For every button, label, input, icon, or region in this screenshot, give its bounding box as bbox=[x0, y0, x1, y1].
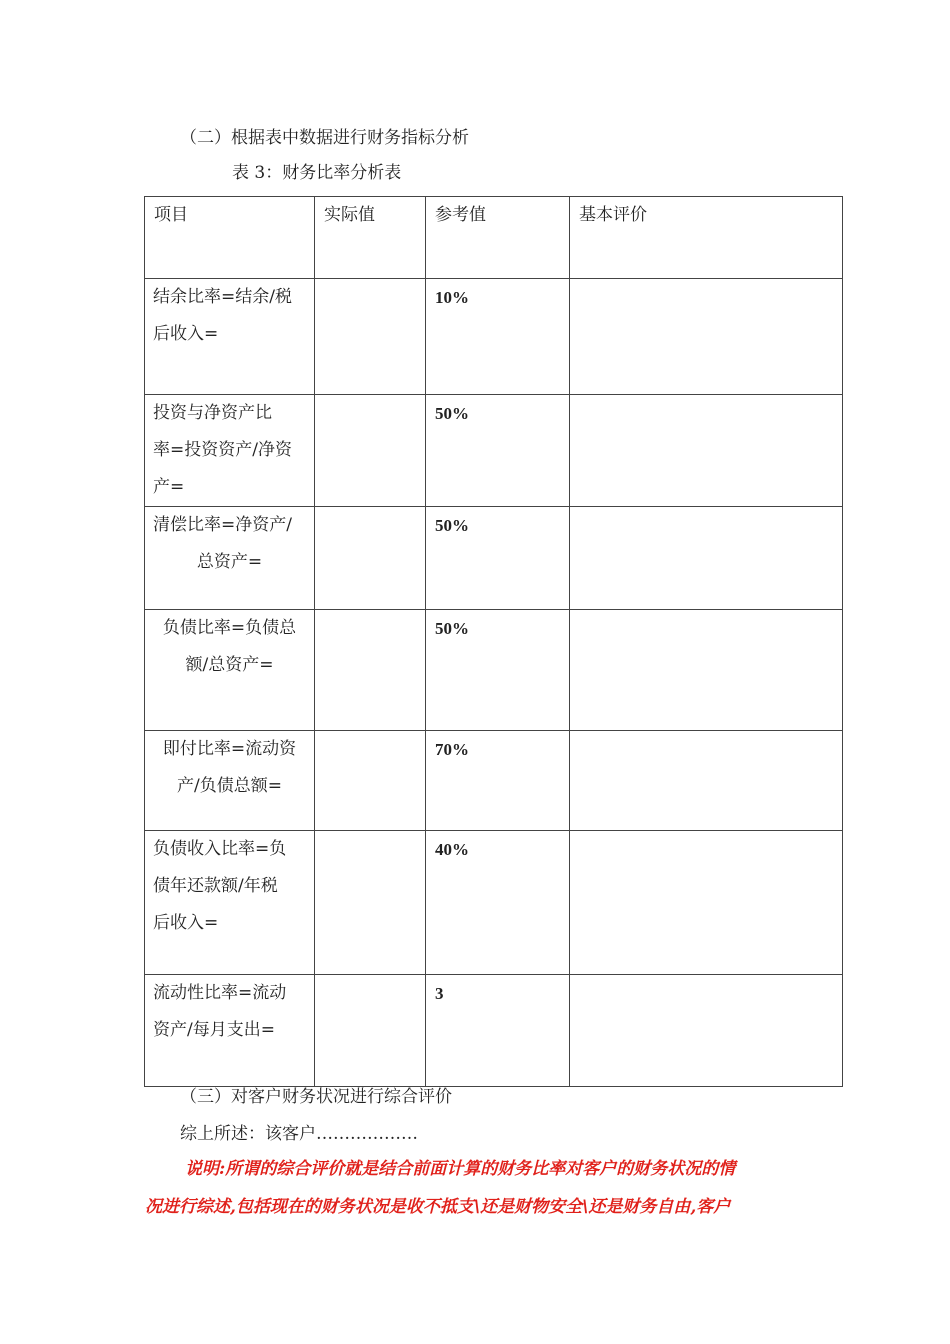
table-row bbox=[145, 731, 843, 831]
item-line: 产= bbox=[153, 477, 185, 497]
reference-cell: 10% bbox=[426, 279, 570, 395]
actual-cell[interactable] bbox=[315, 975, 426, 1087]
table-row bbox=[145, 279, 843, 395]
header-evaluation: 基本评价 bbox=[570, 197, 843, 279]
item-cell bbox=[145, 731, 315, 831]
note-line-2: 况进行综述,包括现在的财务状况是收不抵支\还是财物安全\还是财务自由,客户 bbox=[145, 1197, 731, 1217]
table-row bbox=[145, 395, 843, 507]
item-cell bbox=[145, 831, 315, 975]
header-actual: 实际值 bbox=[315, 197, 426, 279]
item-line: 负债收入比率=负 bbox=[153, 839, 287, 859]
reference-cell: 40% bbox=[426, 831, 570, 975]
item-line: 结余比率=结余/税 bbox=[153, 287, 292, 307]
item-line: 即付比率=流动资 bbox=[162, 739, 297, 759]
item-line: 流动性比率=流动 bbox=[153, 983, 287, 1003]
item-line: 后收入= bbox=[153, 913, 219, 933]
financial-ratio-table bbox=[144, 196, 843, 1087]
header-reference: 参考值 bbox=[426, 197, 570, 279]
item-line: 总资产= bbox=[196, 552, 263, 572]
header-item: 项目 bbox=[145, 197, 315, 279]
item-line: 额/总资产= bbox=[185, 655, 274, 675]
actual-cell[interactable] bbox=[315, 507, 426, 610]
item-line: 投资与净资产比 bbox=[153, 403, 272, 423]
item-line: 产/负债总额= bbox=[177, 776, 282, 796]
reference-cell: 50% bbox=[426, 610, 570, 731]
item-cell bbox=[145, 279, 315, 395]
item-line: 资产/每月支出= bbox=[153, 1020, 275, 1040]
table-row bbox=[145, 507, 843, 610]
evaluation-cell[interactable] bbox=[570, 279, 843, 395]
reference-cell: 50% bbox=[426, 507, 570, 610]
item-cell bbox=[145, 975, 315, 1087]
table-row bbox=[145, 975, 843, 1087]
item-cell bbox=[145, 610, 315, 731]
evaluation-cell[interactable] bbox=[570, 507, 843, 610]
table-row bbox=[145, 610, 843, 731]
evaluation-cell[interactable] bbox=[570, 831, 843, 975]
section-2-title: （二）根据表中数据进行财务指标分析 bbox=[180, 128, 469, 148]
note-line-1: 说明:所谓的综合评价就是结合前面计算的财务比率对客户的财务状况的情 bbox=[185, 1159, 736, 1179]
item-cell bbox=[145, 395, 315, 507]
item-cell bbox=[145, 507, 315, 610]
item-line: 负债比率=负债总 bbox=[162, 618, 297, 638]
actual-cell[interactable] bbox=[315, 279, 426, 395]
evaluation-cell[interactable] bbox=[570, 395, 843, 507]
table-header-row bbox=[145, 197, 843, 279]
item-line: 债年还款额/年税 bbox=[153, 876, 278, 896]
table-caption: 表 3：财务比率分析表 bbox=[232, 163, 402, 183]
reference-cell: 50% bbox=[426, 395, 570, 507]
actual-cell[interactable] bbox=[315, 395, 426, 507]
evaluation-cell[interactable] bbox=[570, 975, 843, 1087]
reference-cell: 70% bbox=[426, 731, 570, 831]
item-line: 率=投资资产/净资 bbox=[153, 440, 292, 460]
actual-cell[interactable] bbox=[315, 610, 426, 731]
evaluation-cell[interactable] bbox=[570, 610, 843, 731]
reference-cell: 3 bbox=[426, 975, 570, 1087]
actual-cell[interactable] bbox=[315, 831, 426, 975]
evaluation-cell[interactable] bbox=[570, 731, 843, 831]
table-row bbox=[145, 831, 843, 975]
section-3-title: （三）对客户财务状况进行综合评价 bbox=[180, 1087, 452, 1107]
item-line: 后收入= bbox=[153, 324, 219, 344]
actual-cell[interactable] bbox=[315, 731, 426, 831]
summary-text: 综上所述：该客户……………… bbox=[180, 1124, 418, 1144]
item-line: 清偿比率=净资产/ bbox=[153, 515, 292, 535]
